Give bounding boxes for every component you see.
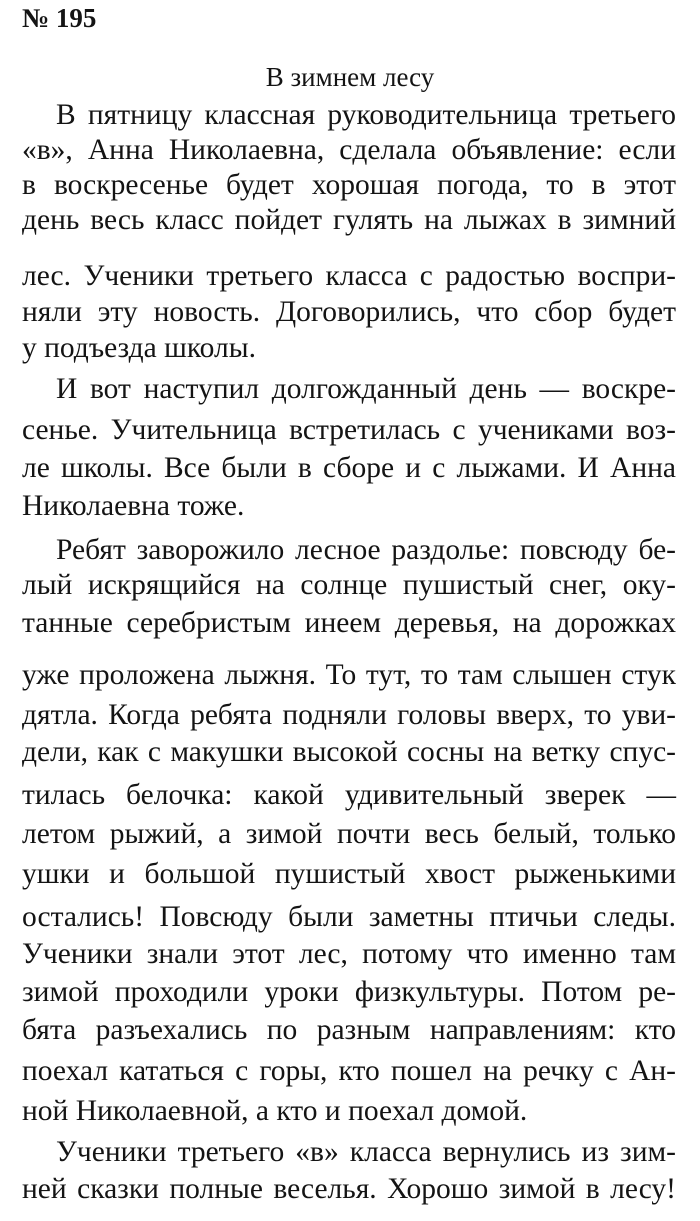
text-line: бята разъехались по разным направлениям: кто bbox=[22, 1014, 676, 1046]
story-title: В зимнем лесу bbox=[265, 62, 435, 92]
text-line: день весь класс пойдет гулять на лыжах в зимний bbox=[22, 204, 676, 236]
text-line: «в», Анна Николаевна, сделала объявление: если bbox=[22, 134, 676, 166]
text-line: поехал кататься с горы, кто пошел на речку с Ан- bbox=[22, 1055, 676, 1087]
text-line: дятла. Когда ребята подняли головы вверх, то уви- bbox=[22, 699, 676, 731]
text-line: тилась белочка: какой удивительный зверек — bbox=[22, 779, 676, 811]
text-line: уже проложена лыжня. То тут, то там слышен стук bbox=[22, 659, 676, 691]
text-line: И вот наступил долгожданный день — воскре- bbox=[56, 373, 676, 405]
text-line: ушки и большой пушистый хвост рыженькими bbox=[22, 858, 676, 890]
text-line: лес. Ученики третьего класса с радостью воспри- bbox=[22, 260, 676, 292]
text-line: сенье. Учительница встретилась с учениками воз- bbox=[22, 414, 676, 446]
text-line: Ребят заворожило лесное раздолье: повсюду бе- bbox=[56, 534, 676, 566]
text-line: зимой проходили уроки физкультуры. Потом ре- bbox=[22, 976, 676, 1008]
exercise-number: № 195 bbox=[22, 3, 97, 33]
text-line: дели, как с макушки высокой сосны на ветку спус- bbox=[22, 736, 676, 768]
text-line: у подъезда школы. bbox=[22, 332, 256, 364]
text-line: лый искрящийся на солнце пушистый снег, оку- bbox=[22, 569, 676, 601]
text-line: ней сказки полные веселья. Хорошо зимой в лесу! bbox=[22, 1173, 676, 1205]
text-line: летом рыжий, а зимой почти весь белый, только bbox=[22, 818, 676, 850]
text-line: няли эту новость. Договорились, что сбор будет bbox=[22, 296, 676, 328]
text-line: Ученики третьего «в» класса вернулись из зим- bbox=[56, 1136, 676, 1168]
text-line: ле школы. Все были в сборе и с лыжами. И Анна bbox=[22, 452, 676, 484]
text-line: остались! Повсюду были заметны птичьи следы. bbox=[22, 901, 676, 933]
text-line: ной Николаевной, а кто и поехал домой. bbox=[22, 1095, 528, 1127]
text-line: В пятницу классная руководительница третьего bbox=[56, 99, 676, 131]
text-line: Ученики знали этот лес, потому что именно там bbox=[22, 938, 676, 970]
text-line: танные серебристым инеем деревья, на дорожках bbox=[22, 607, 676, 639]
text-line: в воскресенье будет хорошая погода, то в этот bbox=[22, 169, 676, 201]
text-line: Николаевна тоже. bbox=[22, 490, 245, 522]
